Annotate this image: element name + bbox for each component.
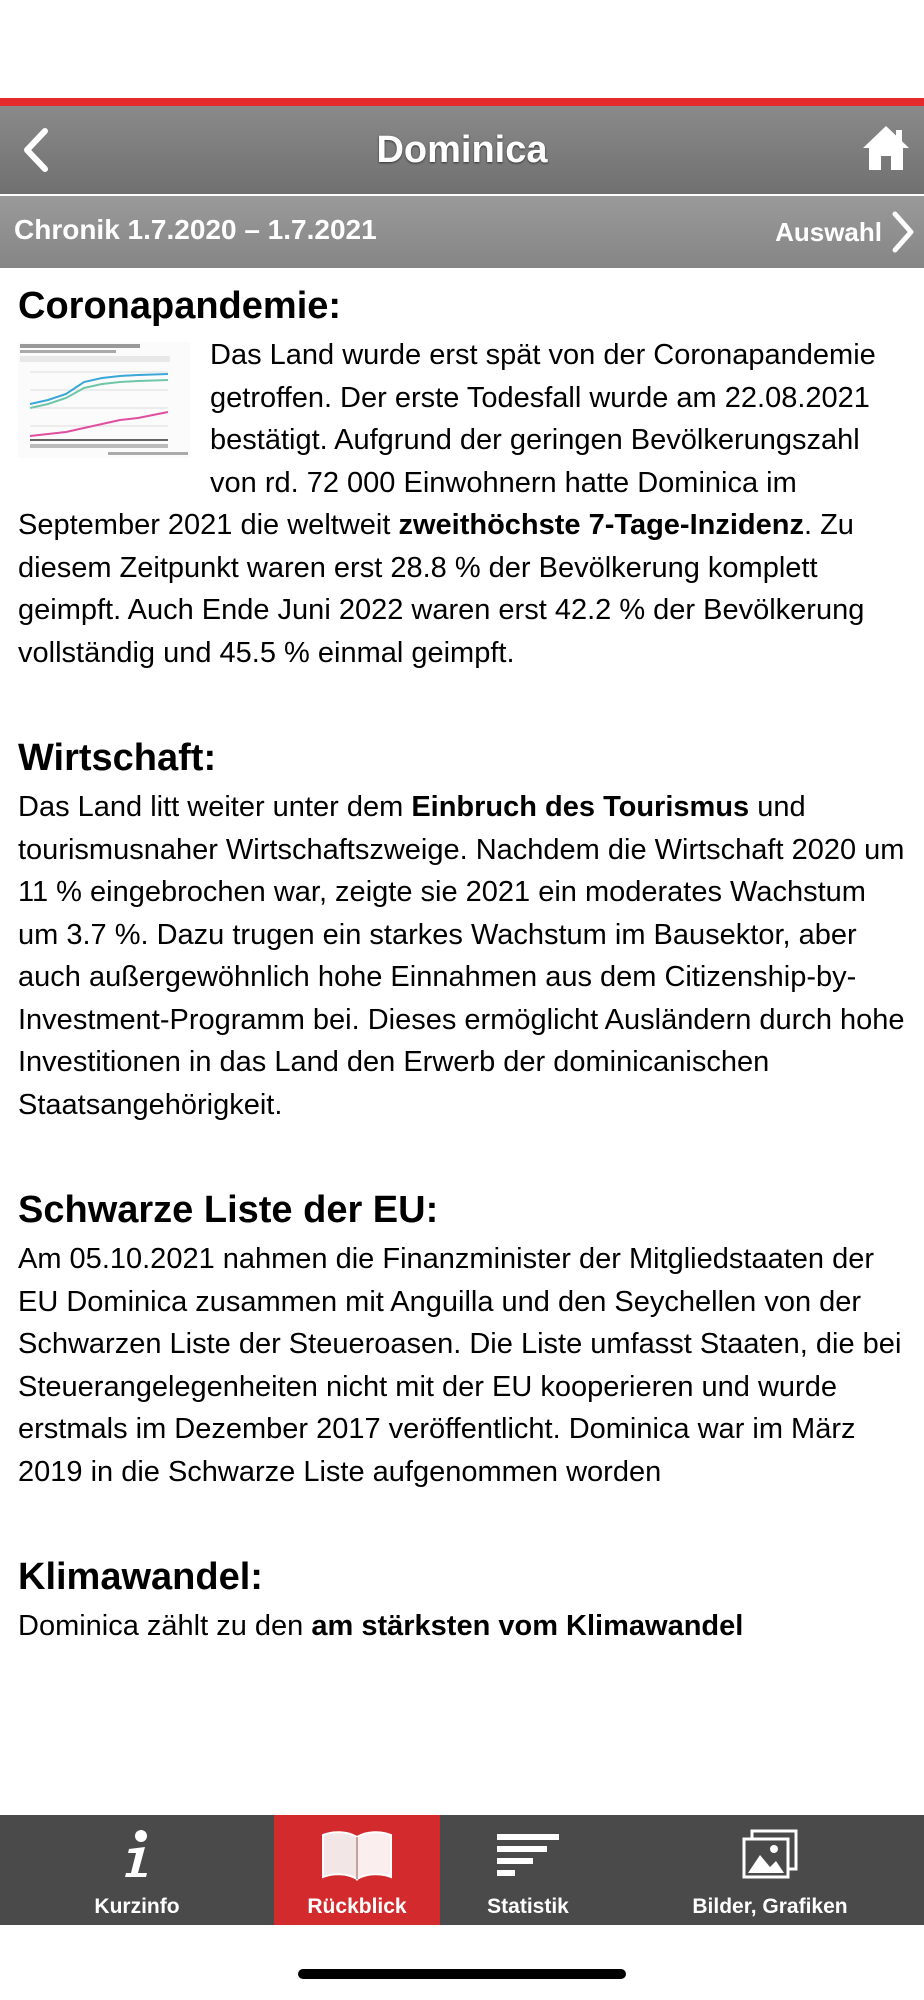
chronicle-bar xyxy=(0,196,924,268)
page-title: Dominica xyxy=(376,129,548,171)
section-heading: Coronapandemie: xyxy=(18,285,342,327)
section-text: Am 05.10.2021 nahmen die Finanzminister der Mitgliedstaaten der EU Dominica zusammen mit Anguilla und den Seychellen von der Schwarzen Liste der Steueroasen. Die Liste umfasst Staaten, die bei Steuerangelegenheiten nicht mit der EU kooperieren und wurde erstmals im Dezember 2017 veröffentlicht. Dominica war im März 2019 in die Schwarze Liste aufgenommen worden xyxy=(18,1243,902,1488)
lines-icon xyxy=(493,1830,563,1880)
tab-label: Kurzinfo xyxy=(94,1895,180,1918)
section-text: Das Land wurde erst spät von der Coronapandemie getroffen. Der erste Todesfall wurde am 22.08.2021 bestätigt. Aufgrund der geringen Bevölkerungszahl von rd. 72 000 Einwohnern hatte Dominica im September 2021 die weltweit zweithöchste 7-Tage-Inzidenz. Zu diesem Zeitpunkt waren erst 28.8 % der Bevölkerung komplett geimpft. Auch Ende Juni 2022 waren erst 42.2 % der Bevölkerung vollständig und 45.5 % einmal geimpft. xyxy=(18,339,876,669)
home-button[interactable] xyxy=(860,122,912,174)
status-bar-area xyxy=(0,0,924,98)
section-text: Das Land litt weiter unter dem Einbruch des Tourismus und tourismusnaher Wirtschaftszweige. Nachdem die Wirtschaft 2020 um 11 % eingebrochen war, zeigte sie 2021 ein moderates Wachstum um 3.7 %. Dazu trugen ein starkes Wachstum im Bausektor, aber auch außergewöhnlich hohe Einnahmen aus dem Citizenship-by-Investment-Programm bei. Dieses ermöglicht Ausländern durch hohe Investitionen in das Land den Erwerb der dominicanischen Staatsangehörigkeit. xyxy=(18,791,905,1121)
image-icon xyxy=(742,1829,798,1881)
book-icon xyxy=(317,1827,397,1883)
chart-thumbnail-image xyxy=(18,342,190,458)
chevron-right-icon xyxy=(890,210,916,254)
app-header xyxy=(0,106,924,194)
info-icon xyxy=(117,1829,157,1881)
chevron-left-icon xyxy=(21,127,51,173)
home-icon xyxy=(860,122,912,174)
section-economy xyxy=(18,736,908,1126)
accent-line xyxy=(0,98,924,106)
tab-statistik[interactable] xyxy=(440,1815,616,1925)
back-button[interactable] xyxy=(14,124,58,176)
section-corona xyxy=(18,284,908,674)
tab-bilder-grafiken[interactable] xyxy=(616,1815,924,1925)
section-blacklist xyxy=(18,1188,908,1493)
section-text: Dominica zählt zu den am stärksten vom Klimawandel xyxy=(18,1610,744,1642)
home-indicator[interactable] xyxy=(298,1969,626,1979)
chronicle-range: Chronik 1.7.2020 – 1.7.2021 xyxy=(14,214,377,245)
section-heading: Schwarze Liste der EU: xyxy=(18,1189,439,1231)
vaccination-chart-thumbnail[interactable] xyxy=(18,342,190,458)
tab-rueckblick[interactable] xyxy=(274,1815,440,1925)
tab-label: Statistik xyxy=(487,1895,569,1918)
tab-kurzinfo[interactable] xyxy=(0,1815,274,1925)
select-label: Auswahl xyxy=(775,216,882,247)
bottom-tab-bar xyxy=(0,1815,924,1925)
section-climate xyxy=(18,1555,908,1648)
tab-label: Bilder, Grafiken xyxy=(692,1895,848,1918)
content-area[interactable] xyxy=(18,272,908,1812)
section-heading: Klimawandel: xyxy=(18,1556,263,1598)
tab-label: Rückblick xyxy=(307,1895,407,1918)
select-button[interactable] xyxy=(775,196,916,268)
section-heading: Wirtschaft: xyxy=(18,737,217,779)
